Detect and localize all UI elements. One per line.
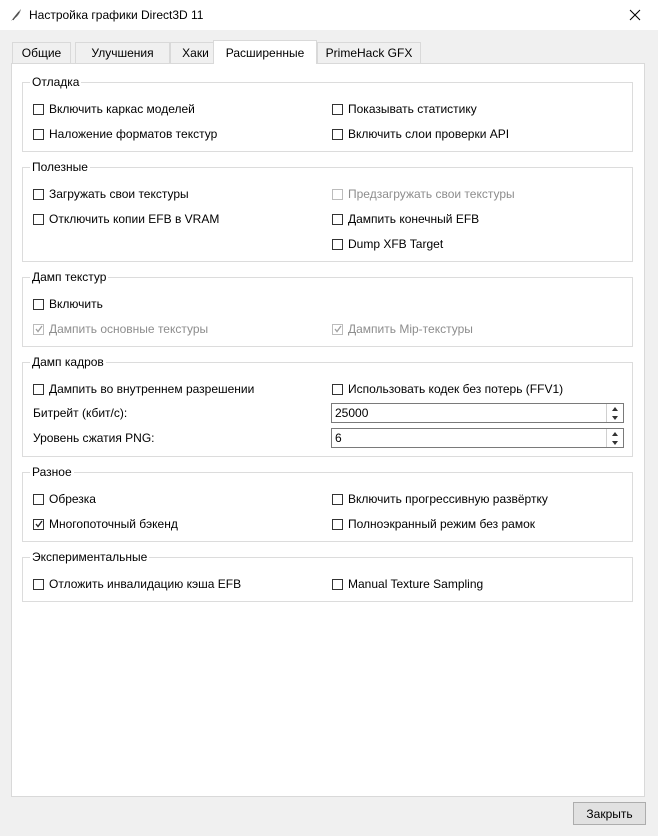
disable-efb-vram-checkbox[interactable] [33,211,219,227]
checkbox-label: Полноэкранный режим без рамок [348,517,536,531]
checkbox-label: Загружать свои текстуры [49,187,189,201]
group-title: Дамп текстур [32,270,107,284]
dolphin-app-icon [8,7,24,23]
group-title: Дамп кадров [32,355,104,369]
defer-efb-invalidation-checkbox[interactable] [33,576,241,592]
bitrate-spin-buttons [606,404,623,422]
checkbox-box[interactable] [33,299,44,310]
checkbox-label: Dump XFB Target [348,237,444,251]
checkmark-icon [35,520,43,528]
spin-down-button[interactable] [607,413,623,422]
checkbox-label: Дампить основные текстуры [49,322,209,336]
spin-down-button[interactable] [607,438,623,447]
checkbox-label: Многопоточный бэкенд [49,517,178,531]
checkbox-box[interactable] [332,494,343,505]
dump-base-textures-checkbox [33,321,208,337]
spin-up-button[interactable] [607,404,623,413]
group-title: Отладка [32,75,80,89]
group-title: Полезные [32,160,88,174]
load-custom-textures-checkbox[interactable] [33,186,189,202]
bitrate-label: Битрейт (кбит/с): [33,406,128,420]
checkbox-box[interactable] [33,214,44,225]
prefetch-custom-textures-checkbox [332,186,515,202]
dump-efb-checkbox[interactable] [332,211,479,227]
checkbox-label: Manual Texture Sampling [348,577,484,591]
checkbox-label: Отключить копии EFB в VRAM [49,212,220,226]
checkbox-label: Включить каркас моделей [49,102,195,116]
arrow-down-icon [612,441,618,445]
checkbox-box[interactable] [332,519,343,530]
texture-format-overlay-checkbox[interactable] [33,126,217,142]
tab-general[interactable]: Общие [12,42,71,63]
checkbox-label: Наложение форматов текстур [49,127,218,141]
checkbox-label: Дампить конечный EFB [348,212,480,226]
checkbox-box[interactable] [332,239,343,250]
arrow-up-icon [612,432,618,436]
checkbox-box[interactable] [332,129,343,140]
checkbox-label: Обрезка [49,492,96,506]
api-validation-checkbox[interactable] [332,126,509,142]
checkbox-box[interactable] [332,384,343,395]
dump-xfb-checkbox[interactable] [332,236,443,252]
group-title: Экспериментальные [32,550,148,564]
checkbox-box[interactable] [33,579,44,590]
checkmark-icon [334,325,342,333]
progressive-scan-checkbox[interactable] [332,491,548,507]
tab-primehack-gfx[interactable]: PrimeHack GFX [317,42,421,63]
checkbox-label: Предзагружать свои текстуры [348,187,515,201]
dump-mip-textures-checkbox [332,321,473,337]
png-compression-value[interactable]: 6 [335,431,342,445]
png-spin-buttons [606,429,623,447]
checkbox-box[interactable] [33,519,44,530]
checkbox-box[interactable] [332,579,343,590]
checkbox-box[interactable] [332,214,343,225]
window-close-button[interactable] [612,0,658,30]
checkbox-box[interactable] [33,104,44,115]
checkmark-icon [35,325,43,333]
bitrate-value[interactable]: 25000 [335,406,369,420]
dump-internal-resolution-checkbox[interactable] [33,381,254,397]
bitrate-spinbox[interactable] [331,403,624,423]
arrow-up-icon [612,407,618,411]
multithreaded-backend-checkbox[interactable] [33,516,178,532]
tab-hacks[interactable]: Хаки [170,42,221,63]
checkbox-box[interactable] [33,494,44,505]
texture-dump-enable-checkbox[interactable] [33,296,103,312]
checkbox-box [33,324,44,335]
checkbox-box [332,189,343,200]
checkbox-label: Дампить во внутреннем разрешении [49,382,255,396]
group-title: Разное [32,465,72,479]
show-stats-checkbox[interactable] [332,101,477,117]
checkbox-box[interactable] [332,104,343,115]
checkbox-label: Использовать кодек без потерь (FFV1) [348,382,564,396]
title-bar [0,0,658,30]
checkbox-label: Включить прогрессивную развёртку [348,492,548,506]
checkbox-label: Дампить Mip-текстуры [348,322,473,336]
checkbox-label: Включить [49,297,103,311]
checkbox-box[interactable] [33,189,44,200]
crop-checkbox[interactable] [33,491,96,507]
manual-texture-sampling-checkbox[interactable] [332,576,483,592]
spin-up-button[interactable] [607,429,623,438]
borderless-fullscreen-checkbox[interactable] [332,516,535,532]
lossless-codec-checkbox[interactable] [332,381,563,397]
checkbox-box[interactable] [33,384,44,395]
tab-advanced[interactable]: Расширенные [213,40,317,64]
png-compression-spinbox[interactable] [331,428,624,448]
close-button[interactable]: Закрыть [573,802,646,825]
checkbox-box [332,324,343,335]
checkbox-label: Включить слои проверки API [348,127,510,141]
window-title: Настройка графики Direct3D 11 [29,8,204,22]
checkbox-label: Показывать статистику [348,102,477,116]
wireframe-checkbox[interactable] [33,101,195,117]
arrow-down-icon [612,416,618,420]
close-icon [629,9,641,21]
tab-enhancements[interactable]: Улучшения [75,42,170,63]
png-compression-label: Уровень сжатия PNG: [33,431,155,445]
checkbox-box[interactable] [33,129,44,140]
checkbox-label: Отложить инвалидацию кэша EFB [49,577,242,591]
